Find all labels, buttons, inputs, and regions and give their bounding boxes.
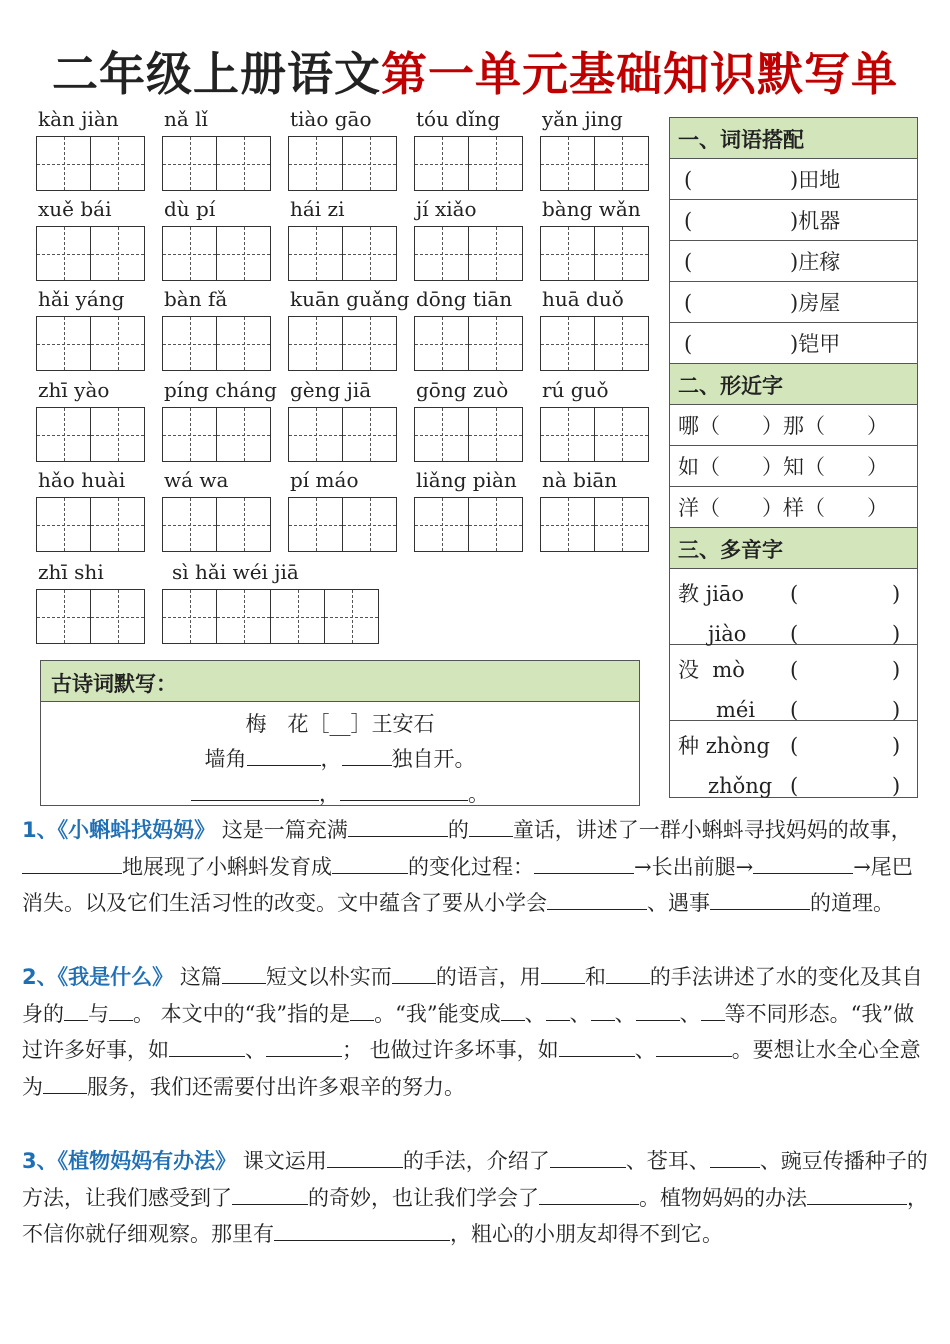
writing-grid[interactable] (540, 497, 649, 552)
pinyin-label: tiào gāo (290, 107, 372, 131)
word-match-row[interactable]: ( )庄稼 (670, 241, 917, 282)
pinyin-label: kuān guǎng (290, 287, 410, 311)
writing-grid[interactable] (162, 407, 271, 462)
writing-cell[interactable] (594, 316, 649, 371)
word-match-row[interactable]: ( )机器 (670, 200, 917, 241)
pinyin-label: rú guǒ (542, 378, 609, 402)
writing-grid[interactable] (288, 136, 397, 191)
writing-grid[interactable] (36, 136, 145, 191)
writing-cell[interactable] (342, 226, 397, 281)
writing-cell[interactable] (414, 407, 469, 462)
writing-cell[interactable] (90, 589, 145, 644)
writing-cell[interactable] (342, 316, 397, 371)
writing-grid[interactable] (288, 407, 397, 462)
writing-grid[interactable] (36, 589, 145, 644)
polyphone-block[interactable]: 教 jiāo ( ) jiào ( ) (670, 569, 917, 645)
writing-cell[interactable] (468, 407, 523, 462)
pinyin-label: sì hǎi wéi jiā (172, 560, 299, 584)
polyphone-block[interactable]: 种 zhòng ( ) zhǒng ( ) (678, 734, 901, 798)
section-polyphone-title: 三、多音字 (670, 528, 917, 569)
writing-cell[interactable] (36, 589, 91, 644)
writing-cell[interactable] (288, 497, 343, 552)
writing-cell[interactable] (594, 226, 649, 281)
section-word-matching-title: 一、词语搭配 (670, 118, 917, 159)
writing-cell[interactable] (36, 226, 91, 281)
writing-grid[interactable] (414, 316, 523, 371)
writing-grid[interactable] (162, 136, 271, 191)
writing-cell[interactable] (540, 497, 595, 552)
question-2-title: 2、《我是什么》 (22, 965, 174, 989)
writing-cell[interactable] (414, 226, 469, 281)
writing-grid[interactable] (540, 226, 649, 281)
pinyin-label: píng cháng (164, 378, 277, 402)
writing-cell[interactable] (342, 407, 397, 462)
title-black: 二年级上册语文 (52, 47, 381, 101)
writing-grid[interactable] (288, 226, 397, 281)
writing-grid[interactable] (540, 136, 649, 191)
question-3: 3、《植物妈妈有办法》 课文运用 的手法，介绍了 、苍耳、 、豌豆传播种子的方法，让我们感受到了 的奇妙，也让我们学会了 。植物妈妈的办法 ，不信你就仔细观察。那里有 ，粗心的小朋友却得不到它。 (22, 1149, 928, 1246)
writing-cell[interactable] (468, 136, 523, 191)
pinyin-label: liǎng piàn (416, 468, 517, 492)
writing-cell[interactable] (594, 136, 649, 191)
pinyin-label: gōng zuò (416, 378, 509, 402)
writing-cell[interactable] (162, 316, 217, 371)
writing-cell[interactable] (90, 226, 145, 281)
writing-grid[interactable] (540, 316, 649, 371)
similar-char-row[interactable]: 洋（ ）样（ ） (670, 487, 917, 528)
pinyin-label: yǎn jing (542, 107, 623, 131)
writing-cell[interactable] (540, 316, 595, 371)
writing-cell[interactable] (414, 136, 469, 191)
question-2: 2、《我是什么》 这篇 短文以朴实而 的语言，用 和 的手法讲述了水的变化及其自身的 与 。 本文中的“我”指的是 。“我”能变成 、 、 、 、 等不同形态。“我”做过许多好事，如 、 ； 也做过许多坏事，如 、 。要想让水全心全意为 服务，我们还需要付出许多艰辛的努力。 (22, 965, 923, 1099)
writing-cell[interactable] (288, 226, 343, 281)
writing-grid[interactable] (288, 316, 397, 371)
writing-cell[interactable] (270, 589, 325, 644)
pinyin-label: hǎo huài (38, 468, 126, 492)
writing-grid[interactable] (414, 497, 523, 552)
word-match-row[interactable]: ( )铠甲 (670, 323, 917, 364)
writing-cell[interactable] (594, 407, 649, 462)
writing-cell[interactable] (90, 407, 145, 462)
writing-cell[interactable] (90, 497, 145, 552)
word-match-row[interactable]: ( )房屋 (670, 282, 917, 323)
writing-cell[interactable] (216, 136, 271, 191)
pinyin-label: zhī yào (38, 378, 110, 402)
similar-char-row[interactable]: 哪（ ）那（ ） (670, 405, 917, 446)
pinyin-label: dōng tiān (416, 287, 513, 311)
writing-cell[interactable] (594, 497, 649, 552)
writing-cell[interactable] (342, 497, 397, 552)
side-panel (669, 117, 918, 798)
writing-cell[interactable] (288, 136, 343, 191)
writing-cell[interactable] (162, 407, 217, 462)
question-1: 1、《小蝌蚪找妈妈》 这是一篇充满 的 童话，讲述了一群小蝌蚪寻找妈妈的故事，地展现了小蝌蚪发育成 的变化过程： →长出前腿→ →尾巴消失。以及它们生活习性的改变。文中蕴含了要从小学会 、遇事 的道理。 (22, 818, 913, 915)
poem-line-1[interactable]: 墙角 ， 独自开。 (204, 747, 476, 771)
writing-cell[interactable] (216, 497, 271, 552)
section-similar-chars-title: 二、形近字 (670, 364, 917, 405)
pinyin-label: xuě bái (38, 197, 112, 221)
writing-cell[interactable] (90, 316, 145, 371)
writing-grid[interactable] (288, 497, 397, 552)
writing-cell[interactable] (540, 136, 595, 191)
writing-cell[interactable] (342, 136, 397, 191)
page-title (0, 38, 950, 104)
pinyin-label: hái zi (290, 197, 345, 221)
writing-cell[interactable] (36, 497, 91, 552)
pinyin-label: tóu dǐng (416, 107, 501, 131)
writing-cell[interactable] (216, 226, 271, 281)
pinyin-label: nà biān (542, 468, 618, 492)
poem-title: 梅 花［__］王安石 (245, 712, 435, 736)
writing-grid[interactable] (414, 136, 523, 191)
writing-cell[interactable] (162, 497, 217, 552)
writing-cell[interactable] (36, 316, 91, 371)
writing-cell[interactable] (36, 136, 91, 191)
writing-grid[interactable] (36, 316, 145, 371)
writing-cell[interactable] (216, 589, 271, 644)
writing-grid[interactable] (36, 497, 145, 552)
pinyin-label: bàng wǎn (542, 197, 641, 221)
writing-cell[interactable] (540, 407, 595, 462)
writing-cell[interactable] (468, 316, 523, 371)
writing-grid[interactable] (36, 226, 145, 281)
pinyin-label: pí máo (290, 468, 359, 492)
pinyin-label: wá wa (164, 468, 229, 492)
writing-cell[interactable] (216, 316, 271, 371)
writing-grid[interactable] (162, 589, 379, 644)
pinyin-label: zhī shi (38, 560, 104, 584)
pinyin-label: huā duǒ (542, 287, 624, 311)
poem-header: 古诗词默写： (41, 661, 639, 702)
polyphone-block[interactable]: 没 mò ( ) méi ( ) (670, 645, 917, 721)
writing-cell[interactable] (162, 589, 217, 644)
pinyin-label: dù pí (164, 197, 216, 221)
pinyin-label: bàn fǎ (164, 287, 228, 311)
similar-char-row[interactable]: 如（ ）知（ ） (670, 446, 917, 487)
writing-cell[interactable] (414, 316, 469, 371)
writing-cell[interactable] (288, 407, 343, 462)
writing-cell[interactable] (468, 226, 523, 281)
writing-cell[interactable] (414, 497, 469, 552)
writing-cell[interactable] (90, 136, 145, 191)
writing-cell[interactable] (468, 497, 523, 552)
pinyin-label: jí xiǎo (416, 197, 477, 221)
writing-cell[interactable] (162, 226, 217, 281)
writing-cell[interactable] (324, 589, 379, 644)
word-match-row[interactable]: ( )田地 (670, 159, 917, 200)
writing-grid[interactable] (162, 497, 271, 552)
pinyin-label: gèng jiā (290, 378, 372, 402)
title-red: 第一单元基础知识默写单 (381, 47, 898, 101)
writing-cell[interactable] (216, 407, 271, 462)
poem-box (40, 660, 640, 806)
writing-grid[interactable] (162, 316, 271, 371)
writing-grid[interactable] (414, 407, 523, 462)
pinyin-label: hǎi yáng (38, 287, 125, 311)
writing-grid[interactable] (540, 407, 649, 462)
writing-cell[interactable] (36, 407, 91, 462)
writing-cell[interactable] (288, 316, 343, 371)
writing-grid[interactable] (414, 226, 523, 281)
writing-cell[interactable] (162, 136, 217, 191)
pinyin-label: kàn jiàn (38, 107, 119, 131)
question-1-title: 1、《小蝌蚪找妈妈》 (22, 818, 216, 842)
writing-grid[interactable] (162, 226, 271, 281)
writing-cell[interactable] (540, 226, 595, 281)
poem-line-2[interactable]: ， 。 (41, 778, 639, 808)
writing-grid[interactable] (36, 407, 145, 462)
question-3-title: 3、《植物妈妈有办法》 (22, 1149, 237, 1173)
pinyin-label: nǎ lǐ (164, 107, 208, 131)
